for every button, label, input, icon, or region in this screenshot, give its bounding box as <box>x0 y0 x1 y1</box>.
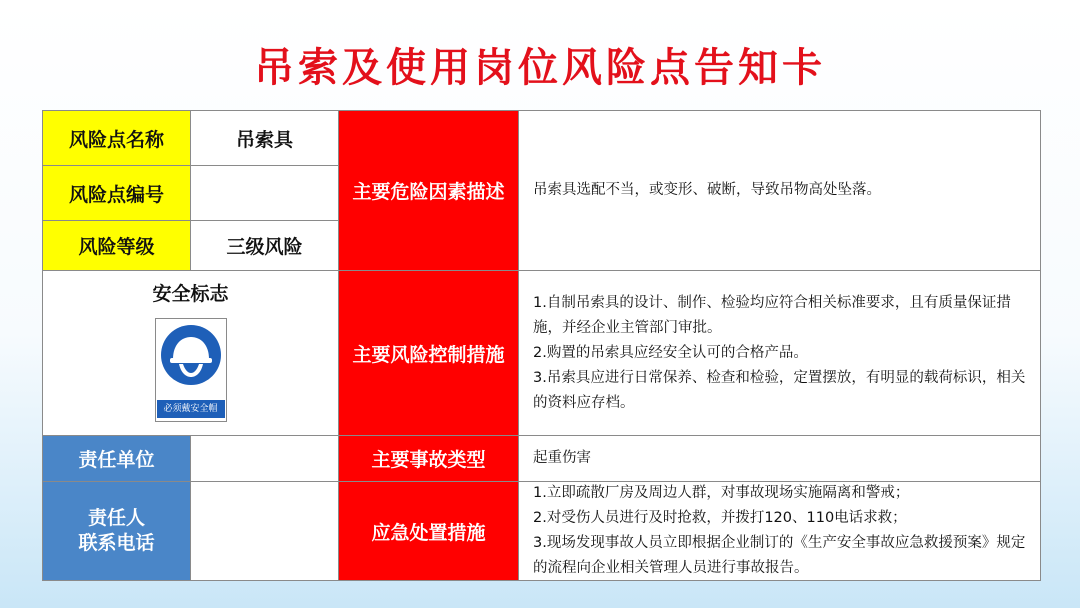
risk-code-label: 风险点编号 <box>43 166 191 221</box>
controls-item: 1.自制吊索具的设计、制作、检验均应符合相关标准要求，且有质量保证措施，并经企业主管部门审批。 <box>533 294 1011 336</box>
contact-label <box>43 482 191 581</box>
page-title: 吊索及使用岗位风险点告知卡 <box>254 45 826 91</box>
safety-sign-label: 安全标志 <box>152 283 229 305</box>
accident-type-value: 起重伤害 <box>519 436 1041 482</box>
accident-type-label: 主要事故类型 <box>339 436 519 482</box>
controls-list <box>533 291 1028 416</box>
contact-label-line1: 责任人 <box>87 507 145 529</box>
emergency-item: 3.现场发现事故人员立即根据企业制订的《生产安全事故应急救援预案》规定的流程向企业相关管理人员进行事故报告。 <box>533 535 1026 576</box>
risk-name-label: 风险点名称 <box>43 111 191 166</box>
hazard-description: 吊索具选配不当，或变形、破断，导致吊物高处坠落。 <box>519 111 1041 271</box>
emergency-label: 应急处置措施 <box>339 482 519 581</box>
contact-label-line2: 联系电话 <box>78 532 155 554</box>
safety-sign-cell <box>43 271 339 436</box>
risk-level-value: 三级风险 <box>191 221 339 271</box>
emergency-item: 2.对受伤人员进行及时抢救，并拨打120、110电话求救； <box>533 510 907 526</box>
emergency-list-cell <box>519 482 1041 581</box>
responsible-unit-label: 责任单位 <box>43 436 191 482</box>
controls-label: 主要风险控制措施 <box>339 271 519 436</box>
contact-value <box>191 482 339 581</box>
mandatory-sign <box>155 318 227 422</box>
hazard-label: 主要危险因素描述 <box>339 111 519 271</box>
hard-hat-mandatory-icon <box>159 323 223 387</box>
risk-code-value <box>191 166 339 221</box>
risk-name-value: 吊索具 <box>191 111 339 166</box>
controls-list-cell <box>519 271 1041 436</box>
risk-card <box>42 110 1041 581</box>
sign-caption: 必须戴安全帽 <box>157 400 225 418</box>
risk-level-label: 风险等级 <box>43 221 191 271</box>
emergency-item: 1.立即疏散厂房及周边人群，对事故现场实施隔离和警戒； <box>533 485 910 501</box>
controls-item: 3.吊索具应进行日常保养、检查和检验，定置摆放，有明显的载荷标识，相关的资料应存档。 <box>533 369 1026 411</box>
emergency-list <box>533 481 1028 581</box>
controls-item: 2.购置的吊索具应经安全认可的合格产品。 <box>533 344 808 361</box>
responsible-unit-value <box>191 436 339 482</box>
